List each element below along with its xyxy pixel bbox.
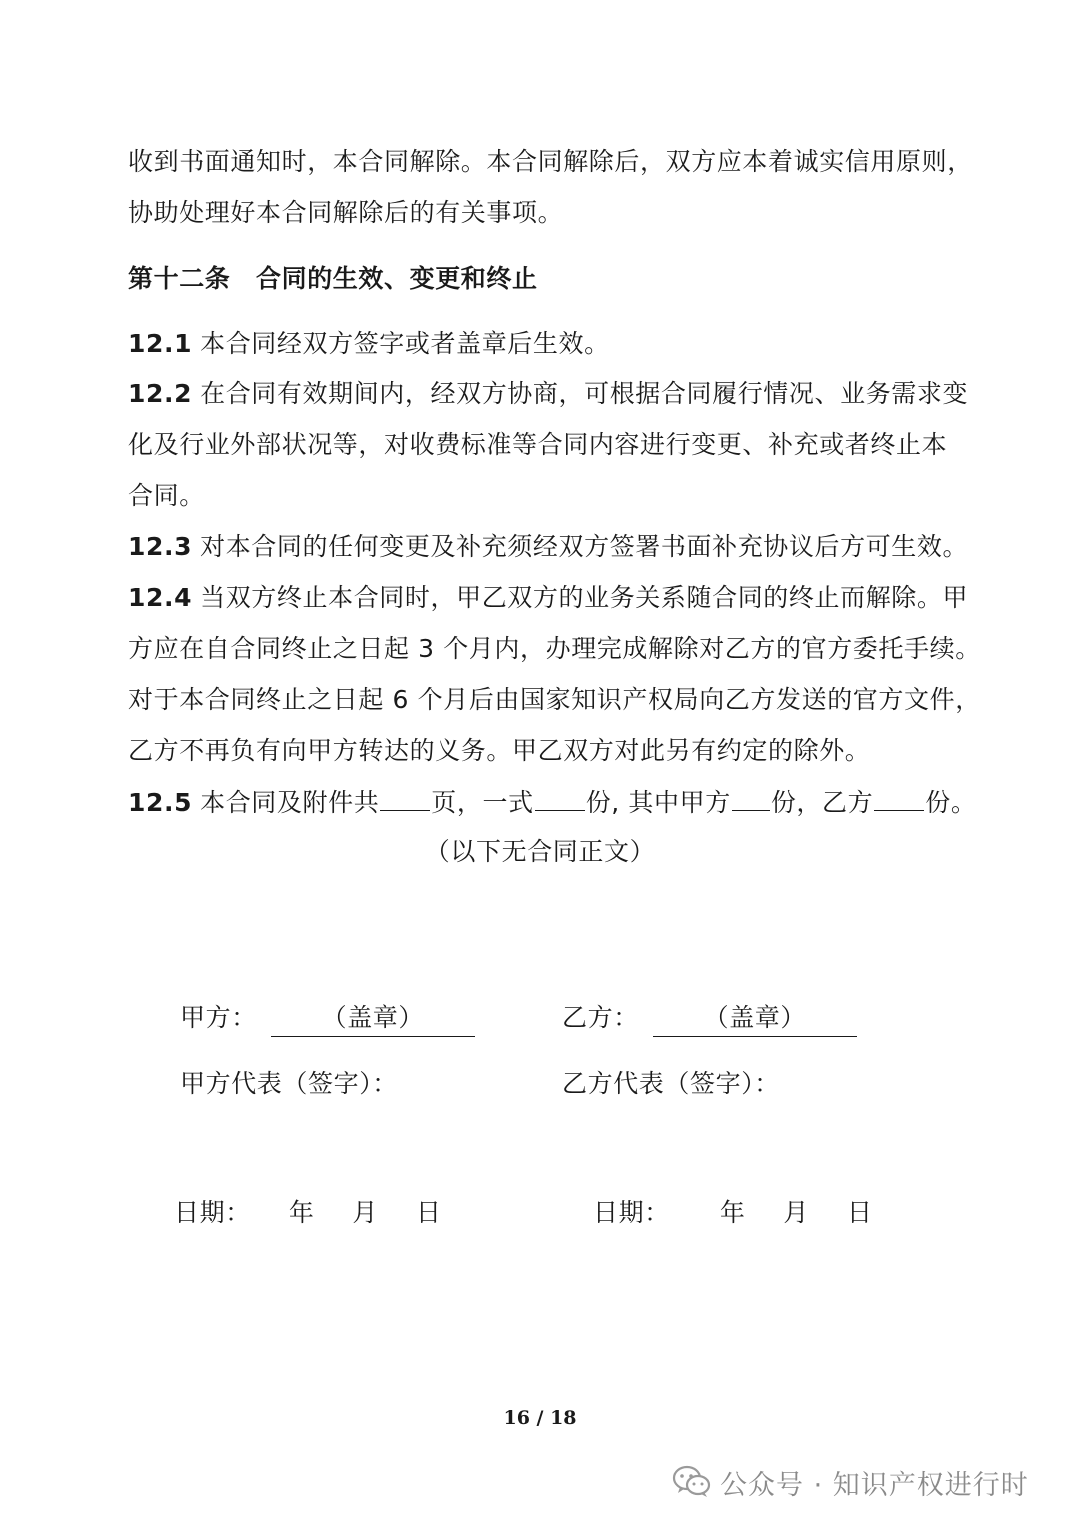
- paragraph-line: 收到书面通知时，本合同解除。本合同解除后，双方应本着诚实信用原则，: [128, 147, 973, 176]
- party-b-date-row: [593, 1195, 873, 1231]
- page-number: 16 / 18: [503, 1407, 577, 1429]
- party-b-stamp-row: [562, 1000, 857, 1037]
- date-year: 年: [288, 1198, 315, 1227]
- watermark: [672, 1462, 1029, 1502]
- clause-number: 12.1: [128, 329, 193, 358]
- clause-number: 12.4: [128, 583, 193, 612]
- party-b-representative-label: 乙方代表（签字）：: [562, 1069, 780, 1098]
- clause-text: 本合同经双方签字或者盖章后生效。: [200, 329, 610, 358]
- paragraph-line: 合同。: [128, 481, 205, 510]
- date-label: 日期：: [593, 1198, 670, 1227]
- date-year: 年: [719, 1198, 746, 1227]
- clause-text: 页，一式: [431, 788, 534, 817]
- end-of-contract-note: （以下无合同正文）: [424, 837, 656, 866]
- party-a-representative-label: 甲方代表（签字）：: [180, 1069, 398, 1098]
- paragraph-line: 化及行业外部状况等，对收费标准等合同内容进行变更、补充或者终止本: [128, 430, 948, 459]
- clause-text: 份, 其中甲方: [585, 788, 731, 817]
- paragraph-line: 协助处理好本合同解除后的有关事项。: [128, 198, 564, 227]
- clause-number: 12.3: [128, 532, 193, 561]
- party-b-label: 乙方：: [562, 1003, 639, 1032]
- blank-party-b-copies-field[interactable]: [874, 784, 924, 811]
- watermark-text: 公众号 · 知识产权进行时: [720, 1469, 1029, 1501]
- date-month: 月: [352, 1198, 379, 1227]
- date-day: 日: [416, 1198, 442, 1227]
- paragraph-line: 乙方不再负有向甲方转达的义务。甲乙双方对此另有约定的除外。: [128, 736, 871, 765]
- clause-text: 当双方终止本合同时，甲乙双方的业务关系随合同的终止而解除。甲: [200, 583, 969, 612]
- party-a-stamp-row: [180, 1000, 475, 1037]
- clause-text: 本合同及附件共: [200, 788, 380, 817]
- party-a-label: 甲方：: [180, 1003, 257, 1032]
- clause-number: 12.2: [128, 379, 193, 408]
- date-month: 月: [783, 1198, 810, 1227]
- clause-text: 份。: [925, 788, 977, 817]
- clause-12-1: [128, 326, 958, 362]
- article-heading: 第十二条 合同的生效、变更和终止: [128, 264, 538, 293]
- clause-text: 在合同有效期间内，经双方协商，可根据合同履行情况、业务需求变: [200, 379, 969, 408]
- party-a-date-row: [174, 1195, 442, 1231]
- date-label: 日期：: [174, 1198, 251, 1227]
- date-day: 日: [847, 1198, 873, 1227]
- clause-12-4: [128, 580, 969, 616]
- blank-copies-field[interactable]: [535, 784, 585, 811]
- blank-party-a-copies-field[interactable]: [732, 784, 770, 811]
- wechat-icon: [672, 1464, 712, 1500]
- paragraph-line: 对于本合同终止之日起 6 个月后由国家知识产权局向乙方发送的官方文件，: [128, 685, 981, 714]
- blank-pages-field[interactable]: [380, 784, 430, 811]
- party-b-stamp-field[interactable]: （盖章）: [653, 1000, 857, 1037]
- clause-text: 对本合同的任何变更及补充须经双方签署书面补充协议后方可生效。: [200, 532, 969, 561]
- party-a-stamp-field[interactable]: （盖章）: [271, 1000, 475, 1037]
- clause-text: 份，乙方: [770, 788, 874, 817]
- clause-12-5: [128, 784, 977, 821]
- paragraph-line: 方应在自合同终止之日起 3 个月内，办理完成解除对乙方的官方委托手续。: [128, 634, 981, 663]
- clause-12-2: [128, 376, 969, 412]
- clause-number: 12.5: [128, 788, 193, 817]
- clause-12-3: [128, 529, 969, 565]
